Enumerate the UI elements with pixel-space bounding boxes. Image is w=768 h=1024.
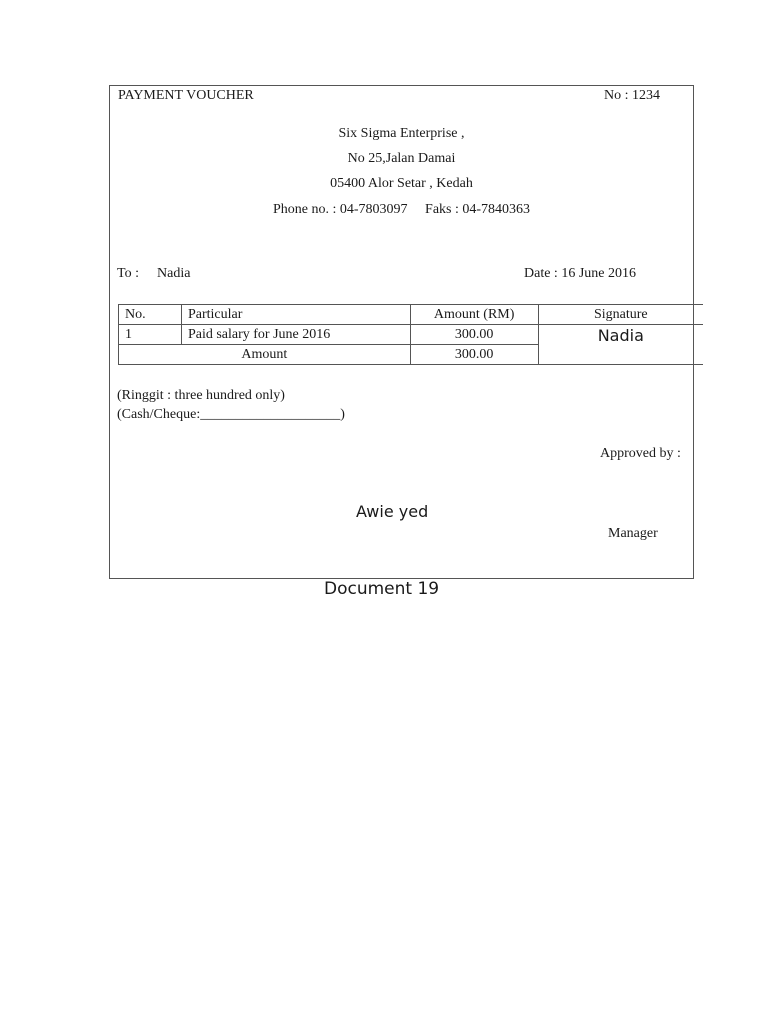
items-table xyxy=(118,304,703,365)
company-name: Six Sigma Enterprise , xyxy=(338,126,465,141)
header-signature: Signature xyxy=(538,305,703,325)
total-value: 300.00 xyxy=(410,345,538,365)
approver-signature: Awie yed xyxy=(356,502,429,521)
voucher-number: No : 1234 xyxy=(604,88,660,103)
header-amount: Amount (RM) xyxy=(410,305,538,325)
to-label: To : xyxy=(117,266,139,281)
company-address-line2: 05400 Alor Setar , Kedah xyxy=(330,176,473,191)
voucher-date: Date : 16 June 2016 xyxy=(524,266,636,281)
approved-by-label: Approved by : xyxy=(600,446,681,461)
company-address-line1: No 25,Jalan Damai xyxy=(347,151,456,166)
voucher-title: PAYMENT VOUCHER xyxy=(118,88,254,103)
row-particular: Paid salary for June 2016 xyxy=(181,325,410,345)
document-label: Document 19 xyxy=(324,579,440,599)
payment-voucher xyxy=(109,85,694,579)
row-no: 1 xyxy=(119,325,182,345)
header-particular: Particular xyxy=(181,305,410,325)
to-name: Nadia xyxy=(157,266,191,281)
company-phone: Phone no. : 04-7803097 xyxy=(272,202,408,217)
table-header-row xyxy=(119,305,704,325)
company-contact xyxy=(110,202,693,218)
company-fax: Faks : 04-7840363 xyxy=(425,202,531,217)
header-no: No. xyxy=(119,305,182,325)
approver-title: Manager xyxy=(608,526,658,541)
recipient-signature: Nadia xyxy=(538,325,703,365)
cash-cheque-line: (Cash/Cheque:____________________) xyxy=(117,407,345,422)
row-amount: 300.00 xyxy=(410,325,538,345)
table-row xyxy=(119,325,704,345)
ringgit-text: (Ringgit : three hundred only) xyxy=(117,388,285,403)
total-label: Amount xyxy=(119,345,411,365)
